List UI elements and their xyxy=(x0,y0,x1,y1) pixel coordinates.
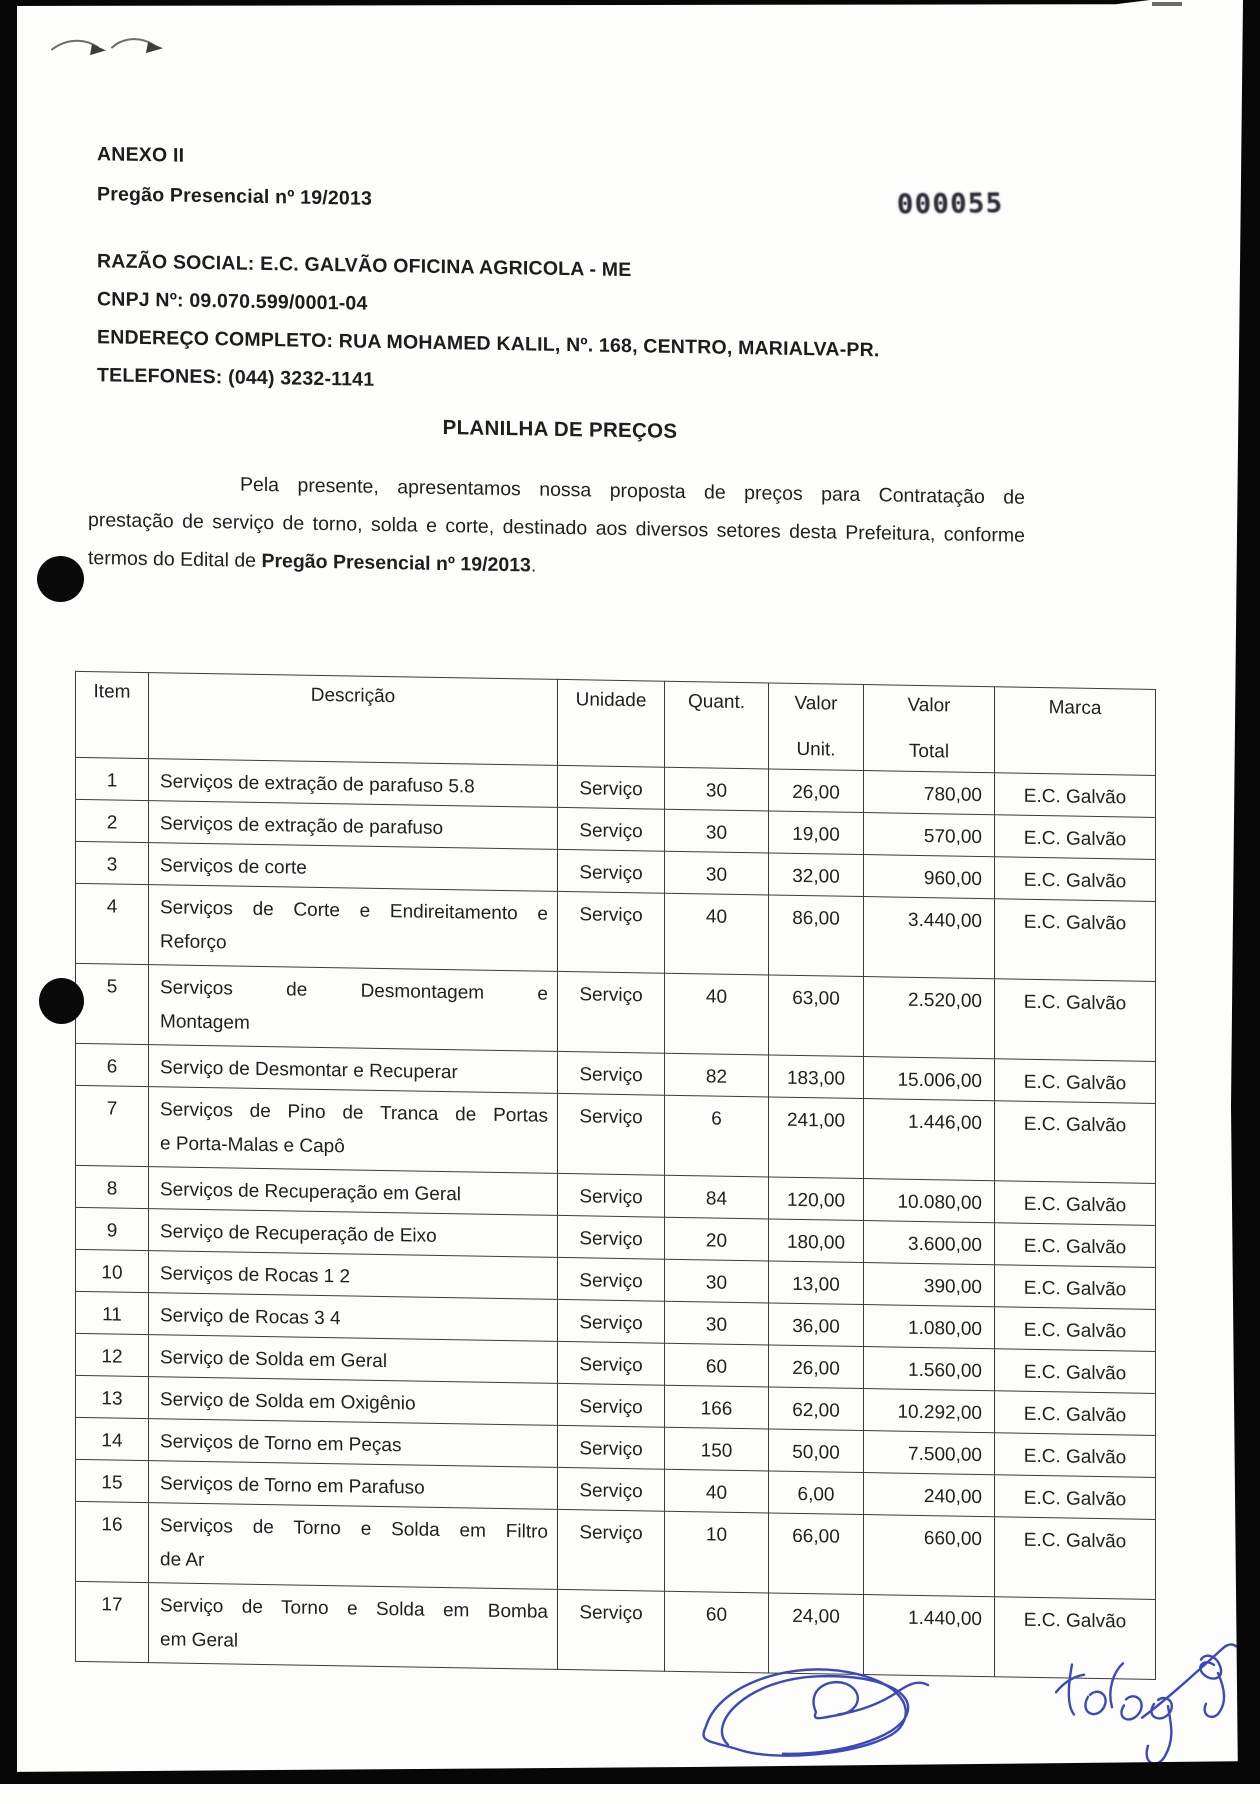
cell-quant: 166 xyxy=(665,1385,769,1429)
cell-valor-total: 3.600,00 xyxy=(864,1221,995,1265)
cell-descricao: Serviços de extração de parafuso xyxy=(149,801,558,850)
cell-marca: E.C. Galvão xyxy=(995,1597,1156,1680)
cell-descricao: Serviços de Pino de Tranca de Portas e Porta-Malas e Capô xyxy=(149,1087,558,1174)
cell-valor-unit: 62,00 xyxy=(769,1387,864,1431)
cell-item: 5 xyxy=(76,963,149,1044)
cell-quant: 20 xyxy=(665,1217,769,1261)
cell-descricao: Serviços de Corte e Endireitamento e Reforço xyxy=(149,885,558,972)
cell-valor-unit: 50,00 xyxy=(769,1429,864,1473)
cell-unidade: Serviço xyxy=(558,1257,665,1301)
cell-marca: E.C. Galvão xyxy=(995,1433,1156,1478)
cell-valor-unit: 180,00 xyxy=(769,1219,864,1263)
cell-valor-total: 2.520,00 xyxy=(864,977,995,1059)
cell-quant: 60 xyxy=(665,1591,769,1673)
page-number-stamp: 000055 xyxy=(896,187,1004,221)
cell-valor-total: 960,00 xyxy=(864,855,995,899)
scan-top-edge xyxy=(0,0,1150,6)
cell-quant: 30 xyxy=(665,851,769,895)
cell-valor-total: 7.500,00 xyxy=(864,1431,995,1475)
cell-quant: 30 xyxy=(665,809,769,853)
cell-descricao: Serviço de Solda em Oxigênio xyxy=(149,1377,558,1426)
cell-quant: 40 xyxy=(665,973,769,1055)
cell-valor-total: 1.440,00 xyxy=(864,1595,995,1677)
cell-valor-unit: 26,00 xyxy=(769,769,864,813)
cell-unidade: Serviço xyxy=(558,765,665,809)
cell-valor-unit: 13,00 xyxy=(769,1261,864,1305)
address-line: ENDEREÇO COMPLETO: RUA MOHAMED KALIL, Nº. 168, CENTRO, MARIALVA-PR. xyxy=(97,326,880,362)
cell-item: 7 xyxy=(76,1085,149,1166)
cell-valor-unit: 86,00 xyxy=(769,895,864,977)
cell-descricao: Serviços de Torno em Parafuso xyxy=(149,1461,558,1510)
cell-marca: E.C. Galvão xyxy=(995,857,1156,902)
cell-descricao: Serviços de Torno em Peças xyxy=(149,1419,558,1468)
cell-unidade: Serviço xyxy=(558,1051,665,1095)
cell-quant: 30 xyxy=(665,1259,769,1303)
cell-item: 9 xyxy=(76,1207,149,1250)
pen-scribble-marks xyxy=(48,27,173,74)
cell-quant: 150 xyxy=(665,1427,769,1471)
cell-unidade: Serviço xyxy=(558,1173,665,1217)
cell-quant: 60 xyxy=(665,1343,769,1387)
company-line: RAZÃO SOCIAL: E.C. GALVÃO OFICINA AGRICOLA - ME xyxy=(97,250,632,282)
cell-descricao: Serviço de Torno e Solda em Bomba em Geral xyxy=(149,1583,558,1670)
cell-valor-total: 3.440,00 xyxy=(864,897,995,979)
cell-marca: E.C. Galvão xyxy=(995,1181,1156,1226)
table-row xyxy=(76,1581,1156,1679)
cell-valor-total: 240,00 xyxy=(864,1473,995,1517)
cell-quant: 40 xyxy=(665,893,769,975)
cell-marca: E.C. Galvão xyxy=(995,1101,1156,1184)
cell-item: 14 xyxy=(76,1417,149,1460)
cell-unidade: Serviço xyxy=(558,1215,665,1259)
cell-unidade: Serviço xyxy=(558,1425,665,1469)
cell-item: 8 xyxy=(76,1165,149,1208)
cell-marca: E.C. Galvão xyxy=(995,773,1156,818)
cell-descricao: Serviços de Recuperação em Geral xyxy=(149,1167,558,1216)
cell-valor-unit: 241,00 xyxy=(769,1097,864,1179)
session-heading: Pregão Presencial nº 19/2013 xyxy=(97,183,373,210)
col-header-valor-total: Valor Total xyxy=(864,685,995,773)
col-header-marca: Marca xyxy=(995,687,1156,776)
cell-unidade: Serviço xyxy=(558,1093,665,1175)
cell-marca: E.C. Galvão xyxy=(995,1059,1156,1104)
cell-valor-total: 780,00 xyxy=(864,771,995,815)
col-header-unidade: Unidade xyxy=(558,679,665,767)
cell-quant: 30 xyxy=(665,1301,769,1345)
cell-unidade: Serviço xyxy=(558,891,665,973)
cell-item: 13 xyxy=(76,1375,149,1418)
cell-valor-total: 1.560,00 xyxy=(864,1347,995,1391)
cell-marca: E.C. Galvão xyxy=(995,1265,1156,1310)
cell-valor-unit: 120,00 xyxy=(769,1177,864,1221)
cnpj-line: CNPJ Nº: 09.070.599/0001-04 xyxy=(97,288,368,315)
cell-descricao: Serviço de Recuperação de Eixo xyxy=(149,1209,558,1258)
hole-punch-bottom xyxy=(39,978,84,1024)
cell-marca: E.C. Galvão xyxy=(995,1391,1156,1436)
cell-marca: E.C. Galvão xyxy=(995,1475,1156,1520)
cell-quant: 6 xyxy=(665,1095,769,1177)
cell-valor-total: 10.292,00 xyxy=(864,1389,995,1433)
cell-unidade: Serviço xyxy=(558,1299,665,1343)
initials-mark xyxy=(1184,1650,1246,1726)
cell-item: 2 xyxy=(76,799,149,842)
cell-valor-total: 390,00 xyxy=(864,1263,995,1307)
cell-valor-unit: 66,00 xyxy=(769,1513,864,1595)
cell-item: 10 xyxy=(76,1249,149,1292)
cell-quant: 82 xyxy=(665,1053,769,1097)
cell-quant: 84 xyxy=(665,1175,769,1219)
cell-valor-total: 1.080,00 xyxy=(864,1305,995,1349)
cell-descricao: Serviço de Solda em Geral xyxy=(149,1335,558,1384)
cell-item: 11 xyxy=(76,1291,149,1334)
cell-unidade: Serviço xyxy=(558,1467,665,1511)
cell-unidade: Serviço xyxy=(558,1589,665,1671)
cell-marca: E.C. Galvão xyxy=(995,979,1156,1062)
cell-marca: E.C. Galvão xyxy=(995,1349,1156,1394)
cell-valor-unit: 19,00 xyxy=(769,811,864,855)
cell-unidade: Serviço xyxy=(558,849,665,893)
cell-descricao: Serviços de Torno e Solda em Filtro de Ar xyxy=(149,1503,558,1590)
cell-quant: 10 xyxy=(665,1511,769,1593)
col-header-valor-unit: Valor Unit. xyxy=(769,683,864,771)
hole-punch-top xyxy=(37,556,84,602)
cell-valor-unit: 24,00 xyxy=(769,1593,864,1675)
cell-marca: E.C. Galvão xyxy=(995,1307,1156,1352)
cell-quant: 30 xyxy=(665,767,769,811)
cell-unidade: Serviço xyxy=(558,971,665,1053)
cell-unidade: Serviço xyxy=(558,1383,665,1427)
cell-valor-unit: 36,00 xyxy=(769,1303,864,1347)
cell-item: 17 xyxy=(76,1581,149,1662)
cell-marca: E.C. Galvão xyxy=(995,1517,1156,1600)
paragraph-line: termos do Edital de Pregão Presencial nº 19/2013. xyxy=(88,547,537,577)
col-header-quant: Quant. xyxy=(665,681,769,769)
price-table xyxy=(75,671,1155,1680)
cell-item: 6 xyxy=(76,1043,149,1086)
cell-marca: E.C. Galvão xyxy=(995,815,1156,860)
cell-item: 16 xyxy=(76,1501,149,1582)
cell-unidade: Serviço xyxy=(558,1509,665,1591)
scan-edge-artifact xyxy=(1152,2,1182,6)
paragraph-line: Pela presente, apresentamos nossa proposta de preços para Contratação de xyxy=(240,473,1025,509)
cell-item: 3 xyxy=(76,841,149,884)
cell-valor-unit: 63,00 xyxy=(769,975,864,1057)
cell-valor-total: 570,00 xyxy=(864,813,995,857)
cell-descricao: Serviços de Rocas 1 2 xyxy=(149,1251,558,1300)
cell-item: 15 xyxy=(76,1459,149,1502)
signature-scribble xyxy=(688,1648,933,1777)
annex-heading: ANEXO II xyxy=(97,143,185,167)
scan-left-edge xyxy=(0,0,17,1784)
cell-valor-unit: 6,00 xyxy=(769,1471,864,1515)
page-title: PLANILHA DE PREÇOS xyxy=(442,415,678,443)
cell-valor-total: 1.446,00 xyxy=(864,1099,995,1181)
cell-descricao: Serviço de Rocas 3 4 xyxy=(149,1293,558,1342)
cell-item: 1 xyxy=(76,757,149,800)
cell-valor-unit: 26,00 xyxy=(769,1345,864,1389)
cell-quant: 40 xyxy=(665,1469,769,1513)
cell-descricao: Serviços de corte xyxy=(149,843,558,892)
col-header-descricao: Descrição xyxy=(149,673,558,766)
cell-unidade: Serviço xyxy=(558,1341,665,1385)
cell-valor-total: 10.080,00 xyxy=(864,1179,995,1223)
cell-valor-unit: 32,00 xyxy=(769,853,864,897)
cell-valor-total: 660,00 xyxy=(864,1515,995,1597)
cell-descricao: Serviços de Desmontagem e Montagem xyxy=(149,965,558,1052)
cell-marca: E.C. Galvão xyxy=(995,899,1156,982)
cell-unidade: Serviço xyxy=(558,807,665,851)
cell-descricao: Serviços de extração de parafuso 5.8 xyxy=(149,759,558,808)
phones-line: TELEFONES: (044) 3232-1141 xyxy=(97,364,375,391)
cell-item: 12 xyxy=(76,1333,149,1376)
paragraph-line: prestação de serviço de torno, solda e corte, destinado aos diversos setores desta Prefeitura, conforme xyxy=(88,509,1025,547)
col-header-item: Item xyxy=(76,671,149,758)
cell-valor-total: 15.006,00 xyxy=(864,1057,995,1101)
cell-descricao: Serviço de Desmontar e Recuperar xyxy=(149,1045,558,1094)
cell-valor-unit: 183,00 xyxy=(769,1055,864,1099)
intro-paragraph xyxy=(88,463,1025,593)
cell-marca: E.C. Galvão xyxy=(995,1223,1156,1268)
cell-item: 4 xyxy=(76,883,149,964)
